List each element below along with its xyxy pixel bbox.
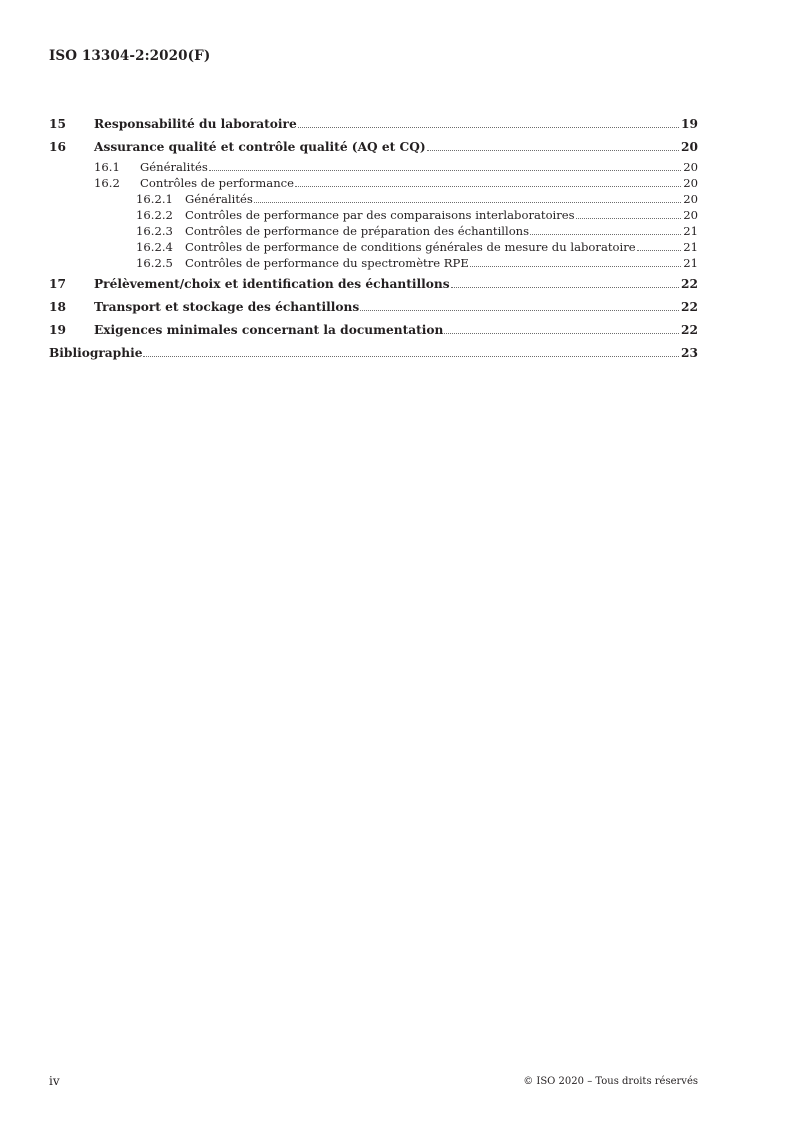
toc-entry-title: Généralités: [185, 192, 253, 206]
toc-entry-title: Responsabilité du laboratoire: [94, 117, 297, 131]
toc-entry-16[interactable]: [49, 136, 698, 159]
table-of-contents: [49, 113, 698, 365]
toc-entry-number: 16.2.2: [136, 208, 173, 222]
dot-leader: [295, 186, 681, 187]
copyright-notice: © ISO 2020 – Tous droits réservés: [523, 1076, 698, 1087]
toc-entry-page: 20: [681, 140, 698, 154]
dot-leader: [530, 234, 681, 235]
dot-leader: [470, 266, 681, 267]
toc-entry-page: 20: [683, 176, 698, 190]
toc-entry-16-2-4[interactable]: [49, 239, 698, 255]
toc-entry-page: 23: [681, 346, 698, 360]
dot-leader: [451, 287, 679, 288]
toc-entry-number: 16.2.1: [136, 192, 173, 206]
toc-entry-title: Prélèvement/choix et identification des échantillons: [94, 277, 450, 291]
toc-entry-title: Contrôles de performance de conditions générales de mesure du laboratoire: [185, 240, 636, 254]
toc-entry-19[interactable]: [49, 319, 698, 342]
dot-leader: [360, 310, 679, 311]
toc-entry-page: 21: [683, 224, 698, 238]
toc-entry-16-1[interactable]: [49, 159, 698, 175]
toc-entry-number: 16.1: [94, 160, 120, 174]
toc-entry-number: 16: [49, 140, 66, 154]
toc-entry-16-2[interactable]: [49, 175, 698, 191]
toc-entry-title: Transport et stockage des échantillons: [94, 300, 360, 314]
toc-entry-number: 16.2.4: [136, 240, 173, 254]
toc-entry-18[interactable]: [49, 296, 698, 319]
toc-entry-16-2-2[interactable]: [49, 207, 698, 223]
toc-entry-page: 20: [683, 160, 698, 174]
toc-entry-title: Assurance qualité et contrôle qualité (AQ et CQ): [94, 140, 426, 154]
toc-entry-page: 19: [681, 117, 698, 131]
toc-entry-number: 19: [49, 323, 66, 337]
dot-leader: [637, 250, 682, 251]
toc-entry-title: Bibliographie: [49, 346, 143, 360]
dot-leader: [427, 150, 679, 151]
toc-entry-title: Contrôles de performance du spectromètre RPE: [185, 256, 469, 270]
toc-entry-title: Contrôles de performance de préparation des échantillons: [185, 224, 530, 238]
dot-leader: [298, 127, 679, 128]
dot-leader: [444, 333, 679, 334]
toc-entry-16-2-3[interactable]: [49, 223, 698, 239]
toc-entry-page: 21: [683, 256, 698, 270]
document-id: ISO 13304-2:2020(F): [49, 48, 211, 64]
toc-entry-page: 22: [681, 323, 698, 337]
dot-leader: [143, 356, 679, 357]
toc-entry-bibliographie[interactable]: [49, 342, 698, 365]
toc-entry-title: Contrôles de performance par des comparaisons interlaboratoires: [185, 208, 575, 222]
toc-entry-page: 21: [683, 240, 698, 254]
toc-entry-number: 16.2.3: [136, 224, 173, 238]
toc-entry-title: Généralités: [140, 160, 208, 174]
toc-entry-number: 16.2.5: [136, 256, 173, 270]
toc-entry-number: 18: [49, 300, 66, 314]
toc-entry-page: 20: [683, 192, 698, 206]
toc-entry-title: Exigences minimales concernant la documentation: [94, 323, 444, 337]
toc-entry-page: 22: [681, 277, 698, 291]
dot-leader: [576, 218, 682, 219]
toc-entry-17[interactable]: [49, 273, 698, 296]
page-number: iv: [49, 1074, 60, 1088]
toc-entry-page: 22: [681, 300, 698, 314]
toc-entry-number: 16.2: [94, 176, 120, 190]
toc-entry-16-2-1[interactable]: [49, 191, 698, 207]
toc-entry-page: 20: [683, 208, 698, 222]
dot-leader: [209, 170, 681, 171]
toc-entry-16-2-5[interactable]: [49, 255, 698, 271]
toc-entry-title: Contrôles de performance: [140, 176, 295, 190]
toc-entry-15[interactable]: [49, 113, 698, 136]
dot-leader: [254, 202, 681, 203]
toc-entry-number: 15: [49, 117, 66, 131]
toc-entry-number: 17: [49, 277, 66, 291]
